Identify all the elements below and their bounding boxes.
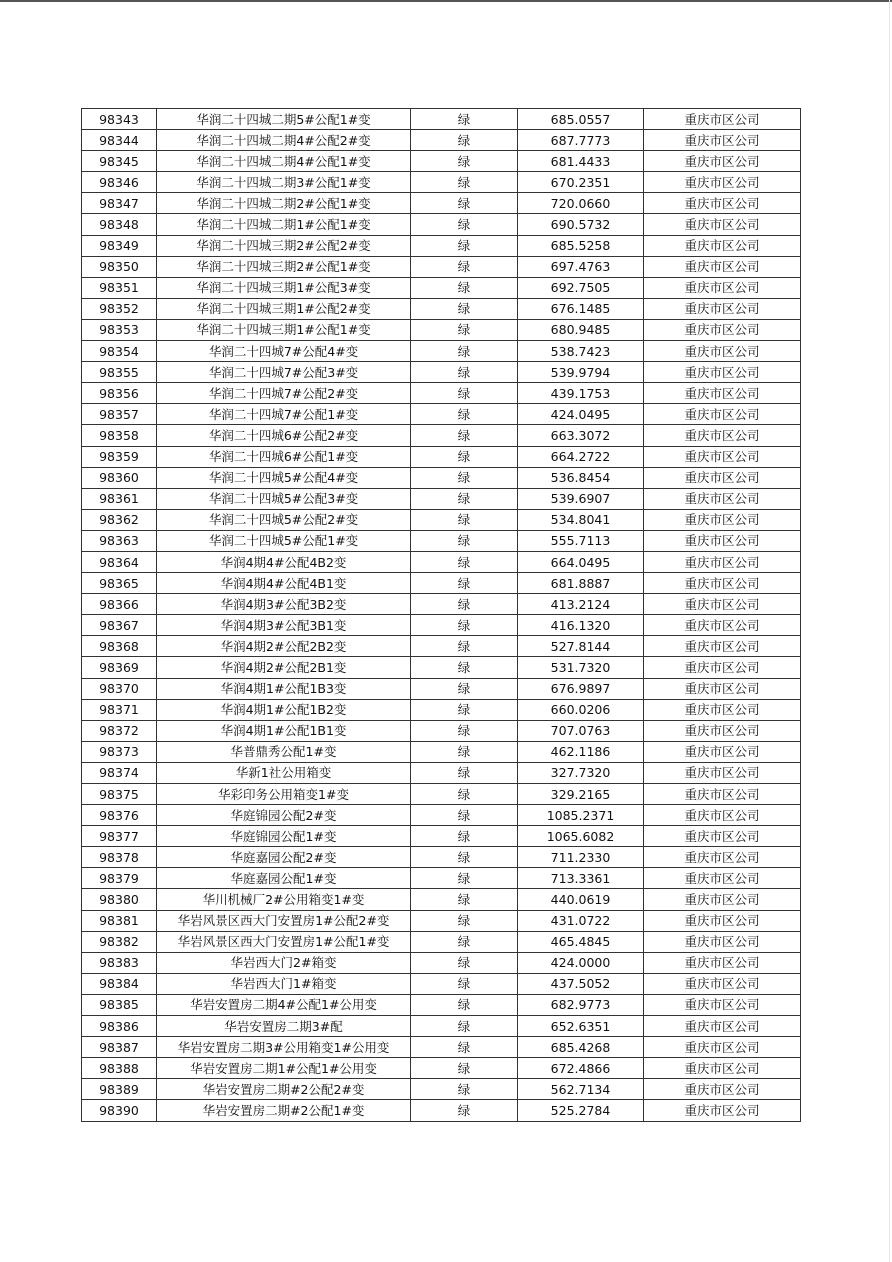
status-cell: 绿 [411, 826, 518, 847]
row-id-cell: 98388 [82, 1058, 157, 1079]
company-cell: 重庆市区公司 [644, 319, 801, 340]
station-name-cell: 华润二十四城三期1#公配1#变 [157, 319, 411, 340]
table-row [82, 404, 801, 425]
station-name-cell: 华彩印务公用箱变1#变 [157, 784, 411, 805]
status-cell: 绿 [411, 784, 518, 805]
station-name-cell: 华庭锦园公配2#变 [157, 805, 411, 826]
company-cell: 重庆市区公司 [644, 931, 801, 952]
status-cell: 绿 [411, 383, 518, 404]
value-cell: 676.9897 [518, 678, 644, 699]
row-id-cell: 98359 [82, 446, 157, 467]
station-name-cell: 华岩安置房二期3#配 [157, 1016, 411, 1037]
company-cell: 重庆市区公司 [644, 235, 801, 256]
status-cell: 绿 [411, 699, 518, 720]
station-name-cell: 华润二十四城二期2#公配1#变 [157, 193, 411, 214]
row-id-cell: 98369 [82, 657, 157, 678]
station-name-cell: 华岩安置房二期1#公配1#公用变 [157, 1058, 411, 1079]
station-name-cell: 华普鼎秀公配1#变 [157, 741, 411, 762]
status-cell: 绿 [411, 551, 518, 572]
row-id-cell: 98351 [82, 277, 157, 298]
value-cell: 681.4433 [518, 151, 644, 172]
table-row [82, 530, 801, 551]
station-name-cell: 华岩西大门2#箱变 [157, 952, 411, 973]
status-cell: 绿 [411, 151, 518, 172]
row-id-cell: 98384 [82, 973, 157, 994]
row-id-cell: 98371 [82, 699, 157, 720]
value-cell: 660.0206 [518, 699, 644, 720]
company-cell: 重庆市区公司 [644, 1100, 801, 1121]
table-row [82, 1058, 801, 1079]
station-name-cell: 华岩安置房二期4#公配1#公用变 [157, 994, 411, 1015]
status-cell: 绿 [411, 762, 518, 783]
status-cell: 绿 [411, 214, 518, 235]
status-cell: 绿 [411, 319, 518, 340]
row-id-cell: 98345 [82, 151, 157, 172]
company-cell: 重庆市区公司 [644, 509, 801, 530]
row-id-cell: 98343 [82, 109, 157, 130]
company-cell: 重庆市区公司 [644, 573, 801, 594]
status-cell: 绿 [411, 256, 518, 277]
station-name-cell: 华润二十四城二期1#公配1#变 [157, 214, 411, 235]
company-cell: 重庆市区公司 [644, 910, 801, 931]
company-cell: 重庆市区公司 [644, 1058, 801, 1079]
row-id-cell: 98380 [82, 889, 157, 910]
value-cell: 687.7773 [518, 130, 644, 151]
row-id-cell: 98360 [82, 467, 157, 488]
table-row [82, 1100, 801, 1121]
status-cell: 绿 [411, 509, 518, 530]
value-cell: 713.3361 [518, 868, 644, 889]
value-cell: 329.2165 [518, 784, 644, 805]
status-cell: 绿 [411, 615, 518, 636]
status-cell: 绿 [411, 1100, 518, 1121]
row-id-cell: 98385 [82, 994, 157, 1015]
table-row [82, 467, 801, 488]
row-id-cell: 98382 [82, 931, 157, 952]
status-cell: 绿 [411, 910, 518, 931]
status-cell: 绿 [411, 994, 518, 1015]
status-cell: 绿 [411, 741, 518, 762]
row-id-cell: 98354 [82, 341, 157, 362]
row-id-cell: 98352 [82, 298, 157, 319]
row-id-cell: 98372 [82, 720, 157, 741]
table-row [82, 741, 801, 762]
value-cell: 536.8454 [518, 467, 644, 488]
status-cell: 绿 [411, 636, 518, 657]
value-cell: 652.6351 [518, 1016, 644, 1037]
status-cell: 绿 [411, 1016, 518, 1037]
station-name-cell: 华岩风景区西大门安置房1#公配1#变 [157, 931, 411, 952]
company-cell: 重庆市区公司 [644, 298, 801, 319]
station-name-cell: 华润二十四城三期2#公配1#变 [157, 256, 411, 277]
company-cell: 重庆市区公司 [644, 341, 801, 362]
table-row [82, 994, 801, 1015]
company-cell: 重庆市区公司 [644, 826, 801, 847]
value-cell: 672.4866 [518, 1058, 644, 1079]
table-row [82, 573, 801, 594]
status-cell: 绿 [411, 1079, 518, 1100]
table-row [82, 362, 801, 383]
company-cell: 重庆市区公司 [644, 594, 801, 615]
status-cell: 绿 [411, 362, 518, 383]
row-id-cell: 98355 [82, 362, 157, 383]
station-name-cell: 华庭锦园公配1#变 [157, 826, 411, 847]
status-cell: 绿 [411, 594, 518, 615]
station-name-cell: 华润4期1#公配1B1变 [157, 720, 411, 741]
value-cell: 682.9773 [518, 994, 644, 1015]
station-name-cell: 华岩安置房二期#2公配2#变 [157, 1079, 411, 1100]
company-cell: 重庆市区公司 [644, 130, 801, 151]
status-cell: 绿 [411, 277, 518, 298]
status-cell: 绿 [411, 931, 518, 952]
company-cell: 重庆市区公司 [644, 889, 801, 910]
table-row [82, 341, 801, 362]
station-name-cell: 华岩安置房二期#2公配1#变 [157, 1100, 411, 1121]
page-right-edge [889, 0, 890, 1262]
row-id-cell: 98387 [82, 1037, 157, 1058]
company-cell: 重庆市区公司 [644, 530, 801, 551]
value-cell: 676.1485 [518, 298, 644, 319]
row-id-cell: 98363 [82, 530, 157, 551]
company-cell: 重庆市区公司 [644, 784, 801, 805]
table-body [82, 109, 801, 1122]
station-name-cell: 华川机械厂2#公用箱变1#变 [157, 889, 411, 910]
row-id-cell: 98368 [82, 636, 157, 657]
value-cell: 539.6907 [518, 488, 644, 509]
station-name-cell: 华庭嘉园公配2#变 [157, 847, 411, 868]
value-cell: 424.0000 [518, 952, 644, 973]
row-id-cell: 98374 [82, 762, 157, 783]
status-cell: 绿 [411, 1037, 518, 1058]
table-row [82, 720, 801, 741]
table-row [82, 868, 801, 889]
table-row [82, 298, 801, 319]
value-cell: 711.2330 [518, 847, 644, 868]
row-id-cell: 98386 [82, 1016, 157, 1037]
company-cell: 重庆市区公司 [644, 805, 801, 826]
table-row [82, 1079, 801, 1100]
table-row [82, 1016, 801, 1037]
row-id-cell: 98375 [82, 784, 157, 805]
station-name-cell: 华润二十四城5#公配3#变 [157, 488, 411, 509]
row-id-cell: 98376 [82, 805, 157, 826]
row-id-cell: 98350 [82, 256, 157, 277]
company-cell: 重庆市区公司 [644, 214, 801, 235]
value-cell: 431.0722 [518, 910, 644, 931]
value-cell: 690.5732 [518, 214, 644, 235]
station-name-cell: 华润二十四城6#公配1#变 [157, 446, 411, 467]
status-cell: 绿 [411, 298, 518, 319]
station-name-cell: 华润二十四城6#公配2#变 [157, 425, 411, 446]
row-id-cell: 98364 [82, 551, 157, 572]
company-cell: 重庆市区公司 [644, 1016, 801, 1037]
page-top-border [0, 0, 892, 2]
company-cell: 重庆市区公司 [644, 109, 801, 130]
status-cell: 绿 [411, 425, 518, 446]
station-name-cell: 华润二十四城7#公配2#变 [157, 383, 411, 404]
table-row [82, 826, 801, 847]
company-cell: 重庆市区公司 [644, 868, 801, 889]
value-cell: 527.8144 [518, 636, 644, 657]
table-row [82, 277, 801, 298]
station-name-cell: 华润4期4#公配4B2变 [157, 551, 411, 572]
company-cell: 重庆市区公司 [644, 467, 801, 488]
company-cell: 重庆市区公司 [644, 952, 801, 973]
row-id-cell: 98348 [82, 214, 157, 235]
company-cell: 重庆市区公司 [644, 741, 801, 762]
value-cell: 720.0660 [518, 193, 644, 214]
station-name-cell: 华润4期3#公配3B2变 [157, 594, 411, 615]
value-cell: 539.9794 [518, 362, 644, 383]
value-cell: 680.9485 [518, 319, 644, 340]
data-table [81, 108, 801, 1122]
company-cell: 重庆市区公司 [644, 699, 801, 720]
table-row [82, 425, 801, 446]
table-row [82, 952, 801, 973]
table-row [82, 973, 801, 994]
status-cell: 绿 [411, 1058, 518, 1079]
row-id-cell: 98367 [82, 615, 157, 636]
row-id-cell: 98381 [82, 910, 157, 931]
table-row [82, 130, 801, 151]
table-row [82, 636, 801, 657]
value-cell: 670.2351 [518, 172, 644, 193]
row-id-cell: 98361 [82, 488, 157, 509]
value-cell: 416.1320 [518, 615, 644, 636]
value-cell: 664.0495 [518, 551, 644, 572]
station-name-cell: 华庭嘉园公配1#变 [157, 868, 411, 889]
row-id-cell: 98370 [82, 678, 157, 699]
value-cell: 1065.6082 [518, 826, 644, 847]
company-cell: 重庆市区公司 [644, 847, 801, 868]
table-row [82, 235, 801, 256]
row-id-cell: 98346 [82, 172, 157, 193]
table-row [82, 151, 801, 172]
status-cell: 绿 [411, 657, 518, 678]
row-id-cell: 98349 [82, 235, 157, 256]
value-cell: 465.4845 [518, 931, 644, 952]
company-cell: 重庆市区公司 [644, 193, 801, 214]
table-row [82, 551, 801, 572]
company-cell: 重庆市区公司 [644, 994, 801, 1015]
value-cell: 692.7505 [518, 277, 644, 298]
station-name-cell: 华润二十四城7#公配3#变 [157, 362, 411, 383]
company-cell: 重庆市区公司 [644, 256, 801, 277]
row-id-cell: 98356 [82, 383, 157, 404]
row-id-cell: 98353 [82, 319, 157, 340]
status-cell: 绿 [411, 805, 518, 826]
row-id-cell: 98389 [82, 1079, 157, 1100]
status-cell: 绿 [411, 404, 518, 425]
station-name-cell: 华润4期2#公配2B2变 [157, 636, 411, 657]
company-cell: 重庆市区公司 [644, 1079, 801, 1100]
station-name-cell: 华岩风景区西大门安置房1#公配2#变 [157, 910, 411, 931]
company-cell: 重庆市区公司 [644, 762, 801, 783]
company-cell: 重庆市区公司 [644, 425, 801, 446]
table-row [82, 446, 801, 467]
value-cell: 555.7113 [518, 530, 644, 551]
station-name-cell: 华润4期4#公配4B1变 [157, 573, 411, 594]
company-cell: 重庆市区公司 [644, 151, 801, 172]
table-row [82, 594, 801, 615]
company-cell: 重庆市区公司 [644, 383, 801, 404]
company-cell: 重庆市区公司 [644, 446, 801, 467]
status-cell: 绿 [411, 573, 518, 594]
table-row [82, 172, 801, 193]
table-row [82, 657, 801, 678]
value-cell: 439.1753 [518, 383, 644, 404]
table-row [82, 699, 801, 720]
value-cell: 562.7134 [518, 1079, 644, 1100]
station-name-cell: 华润二十四城二期4#公配1#变 [157, 151, 411, 172]
table-row [82, 509, 801, 530]
station-name-cell: 华润二十四城7#公配4#变 [157, 341, 411, 362]
value-cell: 437.5052 [518, 973, 644, 994]
value-cell: 531.7320 [518, 657, 644, 678]
row-id-cell: 98379 [82, 868, 157, 889]
status-cell: 绿 [411, 467, 518, 488]
station-name-cell: 华润二十四城二期4#公配2#变 [157, 130, 411, 151]
station-name-cell: 华润4期3#公配3B1变 [157, 615, 411, 636]
status-cell: 绿 [411, 847, 518, 868]
station-name-cell: 华岩西大门1#箱变 [157, 973, 411, 994]
row-id-cell: 98366 [82, 594, 157, 615]
company-cell: 重庆市区公司 [644, 551, 801, 572]
value-cell: 424.0495 [518, 404, 644, 425]
station-name-cell: 华润4期1#公配1B2变 [157, 699, 411, 720]
status-cell: 绿 [411, 488, 518, 509]
status-cell: 绿 [411, 678, 518, 699]
table-row [82, 847, 801, 868]
station-name-cell: 华润二十四城二期5#公配1#变 [157, 109, 411, 130]
station-name-cell: 华润二十四城5#公配2#变 [157, 509, 411, 530]
company-cell: 重庆市区公司 [644, 1037, 801, 1058]
status-cell: 绿 [411, 868, 518, 889]
value-cell: 534.8041 [518, 509, 644, 530]
row-id-cell: 98362 [82, 509, 157, 530]
company-cell: 重庆市区公司 [644, 615, 801, 636]
row-id-cell: 98365 [82, 573, 157, 594]
value-cell: 413.2124 [518, 594, 644, 615]
station-name-cell: 华润二十四城三期2#公配2#变 [157, 235, 411, 256]
status-cell: 绿 [411, 530, 518, 551]
status-cell: 绿 [411, 130, 518, 151]
row-id-cell: 98377 [82, 826, 157, 847]
status-cell: 绿 [411, 235, 518, 256]
company-cell: 重庆市区公司 [644, 172, 801, 193]
table-row [82, 383, 801, 404]
status-cell: 绿 [411, 193, 518, 214]
status-cell: 绿 [411, 172, 518, 193]
station-name-cell: 华润4期1#公配1B3变 [157, 678, 411, 699]
value-cell: 327.7320 [518, 762, 644, 783]
company-cell: 重庆市区公司 [644, 277, 801, 298]
station-name-cell: 华润二十四城二期3#公配1#变 [157, 172, 411, 193]
status-cell: 绿 [411, 720, 518, 741]
station-name-cell: 华润二十四城5#公配1#变 [157, 530, 411, 551]
table-row [82, 910, 801, 931]
company-cell: 重庆市区公司 [644, 973, 801, 994]
table-row [82, 784, 801, 805]
row-id-cell: 98358 [82, 425, 157, 446]
table-row [82, 109, 801, 130]
value-cell: 525.2784 [518, 1100, 644, 1121]
value-cell: 707.0763 [518, 720, 644, 741]
value-cell: 697.4763 [518, 256, 644, 277]
value-cell: 538.7423 [518, 341, 644, 362]
table-row [82, 488, 801, 509]
table-row [82, 889, 801, 910]
row-id-cell: 98357 [82, 404, 157, 425]
table-row [82, 214, 801, 235]
station-name-cell: 华润4期2#公配2B1变 [157, 657, 411, 678]
table-row [82, 931, 801, 952]
value-cell: 1085.2371 [518, 805, 644, 826]
company-cell: 重庆市区公司 [644, 720, 801, 741]
company-cell: 重庆市区公司 [644, 488, 801, 509]
value-cell: 685.0557 [518, 109, 644, 130]
row-id-cell: 98390 [82, 1100, 157, 1121]
row-id-cell: 98347 [82, 193, 157, 214]
station-name-cell: 华岩安置房二期3#公用箱变1#公用变 [157, 1037, 411, 1058]
table-row [82, 805, 801, 826]
row-id-cell: 98373 [82, 741, 157, 762]
company-cell: 重庆市区公司 [644, 404, 801, 425]
station-name-cell: 华润二十四城三期1#公配2#变 [157, 298, 411, 319]
table-row [82, 678, 801, 699]
company-cell: 重庆市区公司 [644, 657, 801, 678]
status-cell: 绿 [411, 341, 518, 362]
station-name-cell: 华润二十四城5#公配4#变 [157, 467, 411, 488]
value-cell: 462.1186 [518, 741, 644, 762]
status-cell: 绿 [411, 952, 518, 973]
station-name-cell: 华润二十四城7#公配1#变 [157, 404, 411, 425]
table-row [82, 256, 801, 277]
value-cell: 664.2722 [518, 446, 644, 467]
status-cell: 绿 [411, 889, 518, 910]
company-cell: 重庆市区公司 [644, 678, 801, 699]
company-cell: 重庆市区公司 [644, 636, 801, 657]
table-row [82, 1037, 801, 1058]
status-cell: 绿 [411, 973, 518, 994]
row-id-cell: 98344 [82, 130, 157, 151]
table-row [82, 762, 801, 783]
value-cell: 685.4268 [518, 1037, 644, 1058]
value-cell: 663.3072 [518, 425, 644, 446]
status-cell: 绿 [411, 109, 518, 130]
row-id-cell: 98383 [82, 952, 157, 973]
table-row [82, 193, 801, 214]
station-name-cell: 华润二十四城三期1#公配3#变 [157, 277, 411, 298]
table-row [82, 319, 801, 340]
value-cell: 685.5258 [518, 235, 644, 256]
table-row [82, 615, 801, 636]
station-name-cell: 华新1社公用箱变 [157, 762, 411, 783]
company-cell: 重庆市区公司 [644, 362, 801, 383]
value-cell: 440.0619 [518, 889, 644, 910]
status-cell: 绿 [411, 446, 518, 467]
row-id-cell: 98378 [82, 847, 157, 868]
value-cell: 681.8887 [518, 573, 644, 594]
